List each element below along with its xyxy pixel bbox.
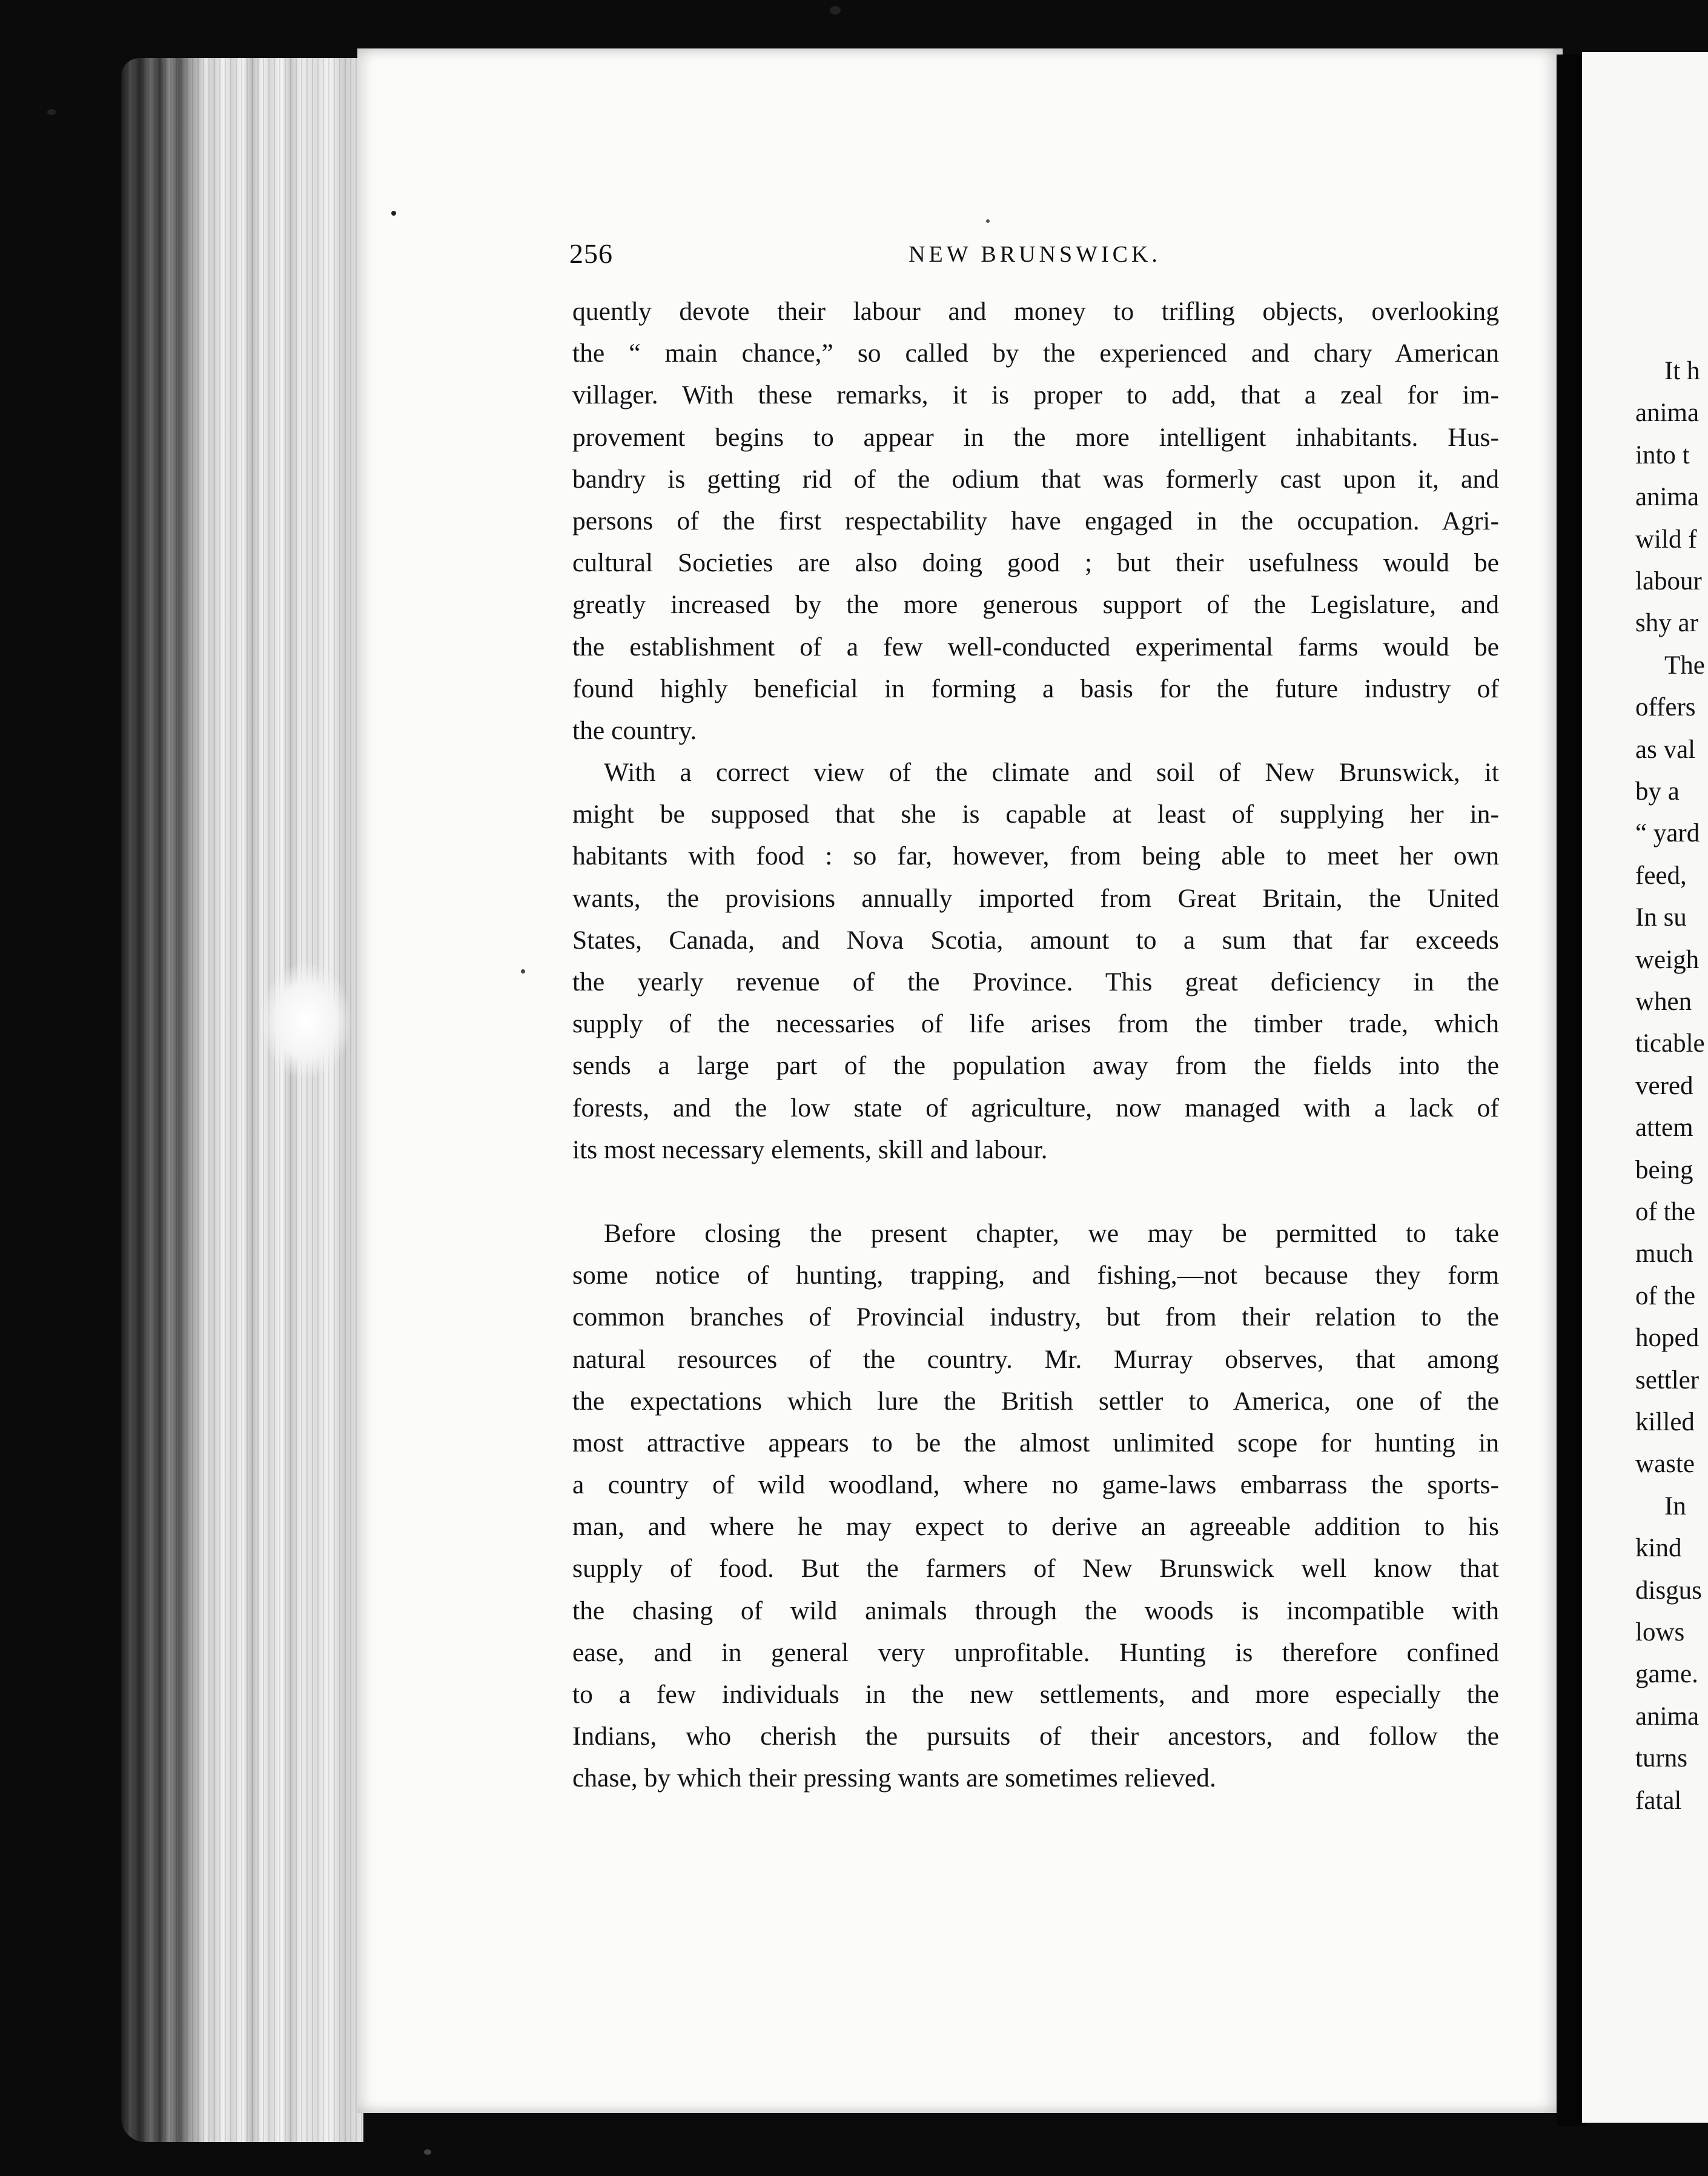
text-line: some notice of hunting, trapping, and fishing,—not because they form	[572, 1261, 1499, 1290]
facing-text-line: waste	[1635, 1450, 1695, 1479]
text-line: greatly increased by the more generous support of the Legislature, and	[572, 590, 1499, 620]
facing-text-line: being	[1635, 1155, 1693, 1184]
text-line: States, Canada, and Nova Scotia, amount to a sum that far exceeds	[572, 925, 1499, 955]
dust-speck	[47, 109, 56, 115]
text-line: found highly beneficial in forming a basis for the future industry of	[572, 674, 1499, 703]
facing-text-line: In su	[1635, 903, 1687, 932]
body-text	[572, 291, 1499, 1800]
page-header	[569, 237, 1500, 274]
facing-text-line: disgus	[1635, 1576, 1702, 1605]
facing-text-line: killed	[1635, 1408, 1695, 1436]
facing-text-line: by a	[1635, 777, 1680, 806]
running-head: NEW BRUNSWICK.	[909, 242, 1161, 267]
facing-text-line: as val	[1635, 735, 1696, 764]
book-gutter	[1557, 55, 1586, 2126]
page-number: 256	[569, 238, 613, 269]
facing-text-line: wild f	[1635, 525, 1697, 554]
text-line: natural resources of the country. Mr. Murray observes, that among	[572, 1344, 1499, 1374]
text-line: sends a large part of the population away from the fields into the	[572, 1051, 1499, 1081]
text-line: bandry is getting rid of the odium that was formerly cast upon it, and	[572, 464, 1499, 494]
facing-text-line: settler	[1635, 1365, 1700, 1395]
text-line: man, and where he may expect to derive an agreeable addition to his	[572, 1512, 1499, 1542]
facing-text-line: weigh	[1635, 945, 1700, 974]
facing-text-line: into t	[1635, 440, 1690, 469]
text-line: common branches of Provincial industry, but from their relation to the	[572, 1302, 1499, 1332]
text-line: supply of food. But the farmers of New Brunswick well know that	[572, 1554, 1499, 1584]
facing-text-line: labour	[1635, 567, 1702, 595]
text-line: its most necessary elements, skill and labour.	[572, 1135, 1048, 1164]
text-line: the country.	[572, 715, 697, 745]
text-line: provement begins to appear in the more intelligent inhabitants. Hus-	[572, 422, 1499, 452]
facing-text-line: fatal	[1635, 1786, 1682, 1815]
text-line: ease, and in general very unprofitable. Hunting is therefore confined	[572, 1637, 1499, 1667]
section-break	[572, 1171, 1499, 1213]
facing-text-line: vered	[1635, 1071, 1693, 1100]
facing-text-line: turns	[1635, 1744, 1687, 1773]
paper-blemish	[260, 963, 351, 1078]
text-line: persons of the first respectability have engaged in the occupation. Agri-	[572, 506, 1499, 536]
facing-text-line: much	[1635, 1239, 1693, 1269]
facing-text-line: feed,	[1635, 861, 1687, 890]
dust-speck	[521, 969, 525, 974]
text-line: quently devote their labour and money to trifling objects, overlooking	[572, 297, 1499, 326]
page-stack-lines	[121, 58, 363, 2142]
facing-text-line: It h	[1664, 357, 1700, 385]
text-line: most attractive appears to be the almost unlimited scope for hunting in	[572, 1428, 1499, 1458]
text-line: a country of wild woodland, where no game-laws embarrass the sports-	[572, 1470, 1499, 1500]
text-line: chase, by which their pressing wants are sometimes relieved.	[572, 1763, 1216, 1793]
text-line: cultural Societies are also doing good ; but their usefulness would be	[572, 548, 1499, 578]
text-line: Indians, who cherish the pursuits of their ancestors, and follow the	[572, 1722, 1499, 1751]
facing-text-line: kind	[1635, 1534, 1682, 1563]
facing-text-line: when	[1635, 987, 1692, 1016]
facing-text-line: offers	[1635, 693, 1696, 722]
text-line: the expectations which lure the British settler to America, one of the	[572, 1386, 1499, 1416]
text-line: habitants with food : so far, however, from being able to meet her own	[572, 841, 1499, 871]
text-line: the chasing of wild animals through the woods is incompatible with	[572, 1596, 1499, 1625]
text-line: supply of the necessaries of life arises from the timber trade, which	[572, 1009, 1499, 1039]
text-line: Before closing the present chapter, we may be permitted to take	[604, 1218, 1499, 1248]
text-line: the establishment of a few well-conducted experimental farms would be	[572, 632, 1499, 662]
text-line: the yearly revenue of the Province. This great deficiency in the	[572, 967, 1499, 997]
dust-speck	[986, 219, 990, 223]
facing-text-line: game.	[1635, 1660, 1698, 1689]
text-line: wants, the provisions annually imported from Great Britain, the United	[572, 883, 1499, 913]
facing-text-line: attem	[1635, 1113, 1693, 1143]
facing-text-line: anima	[1635, 1702, 1700, 1731]
text-line: the “ main chance,” so called by the experienced and chary American	[572, 339, 1499, 368]
text-line: forests, and the low state of agriculture, now managed with a lack of	[572, 1093, 1499, 1123]
facing-text-line: of the	[1635, 1281, 1696, 1310]
text-line: to a few individuals in the new settlements, and more especially the	[572, 1680, 1499, 1709]
facing-text-line: anima	[1635, 483, 1700, 512]
facing-text-line: The	[1664, 651, 1705, 680]
dust-speck	[424, 2149, 431, 2155]
facing-text-line: anima	[1635, 399, 1700, 428]
facing-text-line: of the	[1635, 1198, 1696, 1226]
text-line: villager. With these remarks, it is proper to add, that a zeal for im-	[572, 380, 1499, 410]
text-line: might be supposed that she is capable at least of supplying her in-	[572, 800, 1499, 829]
facing-text-line: ticable	[1635, 1029, 1705, 1058]
facing-text-line: hoped	[1635, 1324, 1700, 1353]
facing-text-line: In	[1664, 1491, 1686, 1521]
dust-speck	[391, 211, 396, 216]
dust-speck	[830, 6, 841, 15]
text-line: With a correct view of the climate and soil of New Brunswick, it	[604, 758, 1499, 788]
facing-text-line: lows	[1635, 1618, 1685, 1647]
facing-text-line: “ yard	[1635, 819, 1700, 848]
facing-text-line: shy ar	[1635, 609, 1698, 638]
